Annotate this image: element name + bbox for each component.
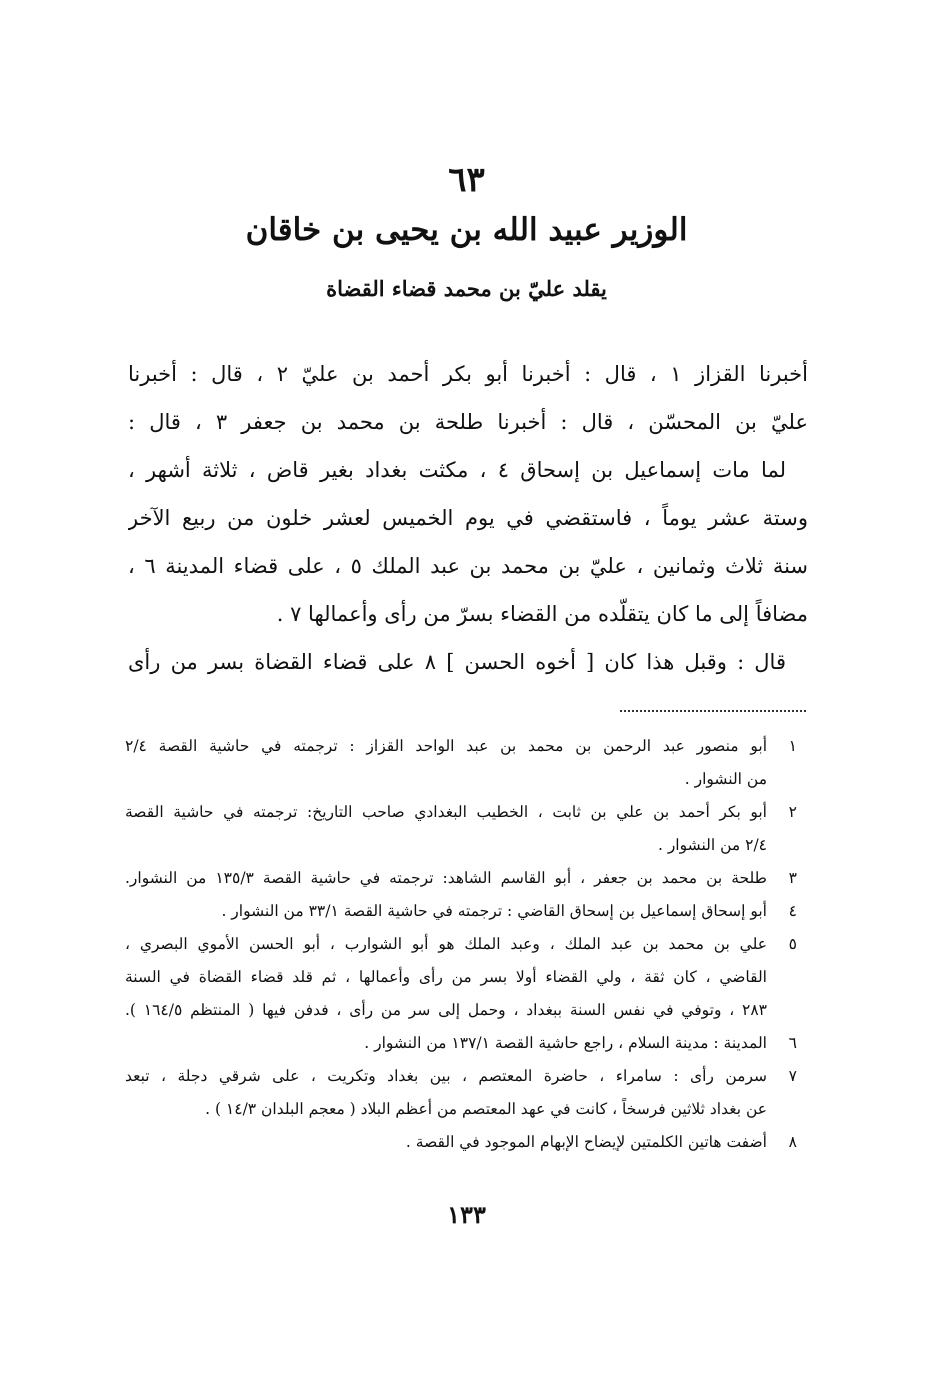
footnote-number: ٢ [788, 803, 797, 821]
footnote-separator [620, 710, 806, 712]
footnote-number: ٦ [788, 1034, 797, 1052]
body-line: أخبرنا القزاز ١ ، قال : أخبرنا أبو بكر أحمد بن عليّ ٢ ، قال : أخبرنا [128, 362, 808, 386]
footnote [125, 730, 797, 796]
body-line: سنة ثلاث وثمانين ، عليّ بن محمد بن عبد الملك ٥ ، على قضاء المدينة ٦ ، [128, 554, 808, 578]
footnote [125, 862, 797, 895]
body-line: وستة عشر يوماً ، فاستقضي في يوم الخميس لعشر خلون من ربيع الآخر [128, 506, 808, 530]
footnote-number: ٧ [788, 1067, 797, 1085]
body-line: لما مات إسماعيل بن إسحاق ٤ ، مكثت بغداد بغير قاض ، ثلاثة أشهر ، [128, 458, 786, 482]
body-line: مضافاً إلى ما كان يتقلّده من القضاء بسرّ من رأى وأعمالها ٧ . [276, 602, 808, 626]
footnote-line: طلحة بن محمد بن جعفر ، أبو القاسم الشاهد: ترجمته في حاشية القصة ١٣٥/٣ من النشوار. [125, 869, 767, 887]
footnotes [125, 730, 797, 1159]
footnote [125, 796, 797, 862]
footnote-number: ١ [788, 737, 797, 755]
footnote [125, 895, 797, 928]
main-text [128, 350, 808, 686]
footnote-number: ٣ [788, 869, 797, 887]
footnote-line: ٢/٤ من النشوار . [657, 836, 767, 854]
footnote [125, 1060, 797, 1126]
body-line: عليّ بن المحسّن ، قال : أخبرنا طلحة بن محمد بن جعفر ٣ ، قال : [128, 410, 808, 434]
footnote-number: ٨ [788, 1133, 797, 1151]
footnote-number: ٥ [788, 935, 797, 953]
footnote-line: المدينة : مدينة السلام ، راجع حاشية القصة ١٣٧/١ من النشوار . [364, 1034, 767, 1052]
footnote-line: أبو إسحاق إسماعيل بن إسحاق القاضي : ترجمته في حاشية القصة ٣٣/١ من النشوار . [221, 902, 767, 920]
footnote [125, 1126, 797, 1159]
footnote-line: سرمن رأى : سامراء ، حاضرة المعتصم ، بين بغداد وتكريت ، على شرقي دجلة ، تبعد [125, 1067, 767, 1085]
footnote-line: القاضي ، كان ثقة ، ولي القضاء أولا بسر من رأى وأعمالها ، ثم قلد قضاء القضاة في السنة [125, 968, 767, 986]
footnote-number: ٤ [788, 902, 797, 920]
footnote [125, 928, 797, 1027]
footnote-line: أضفت هاتين الكلمتين لإيضاح الإبهام الموجود في القصة . [405, 1133, 767, 1151]
page-number: ١٣٣ [447, 1200, 486, 1229]
footnote-line: ٢٨٣ ، وتوفي في نفس السنة ببغداد ، وحمل إلى سر من رأى ، فدفن فيها ( المنتظم ١٦٤/٥ ). [125, 1001, 767, 1019]
story-number: ٦٣ [448, 160, 485, 200]
story-subtitle: يقلد عليّ بن محمد قضاء القضاة [326, 276, 607, 301]
footnote-line: عن بغداد ثلاثين فرسخاً ، كانت في عهد المعتصم من أعظم البلاد ( معجم البلدان ١٤/٣ ) . [205, 1100, 767, 1118]
footnote [125, 1027, 797, 1060]
footnote-line: أبو منصور عبد الرحمن بن محمد بن عبد الواحد القزاز : ترجمته في حاشية القصة ٢/٤ [125, 737, 767, 755]
footnote-line: أبو بكر أحمد بن علي بن ثابت ، الخطيب البغدادي صاحب التاريخ: ترجمته في حاشية القصة [125, 803, 767, 821]
footnote-line: من النشوار . [684, 770, 767, 788]
body-line: قال : وقبل هذا كان [ أخوه الحسن ] ٨ على قضاء القضاة بسر من رأى [128, 650, 786, 674]
footnote-line: علي بن محمد بن عبد الملك ، وعبد الملك هو أبو الشوارب ، أبو الحسن الأموي البصري ، [125, 935, 767, 953]
story-title: الوزير عبيد الله بن يحيى بن خاقان [245, 212, 688, 248]
